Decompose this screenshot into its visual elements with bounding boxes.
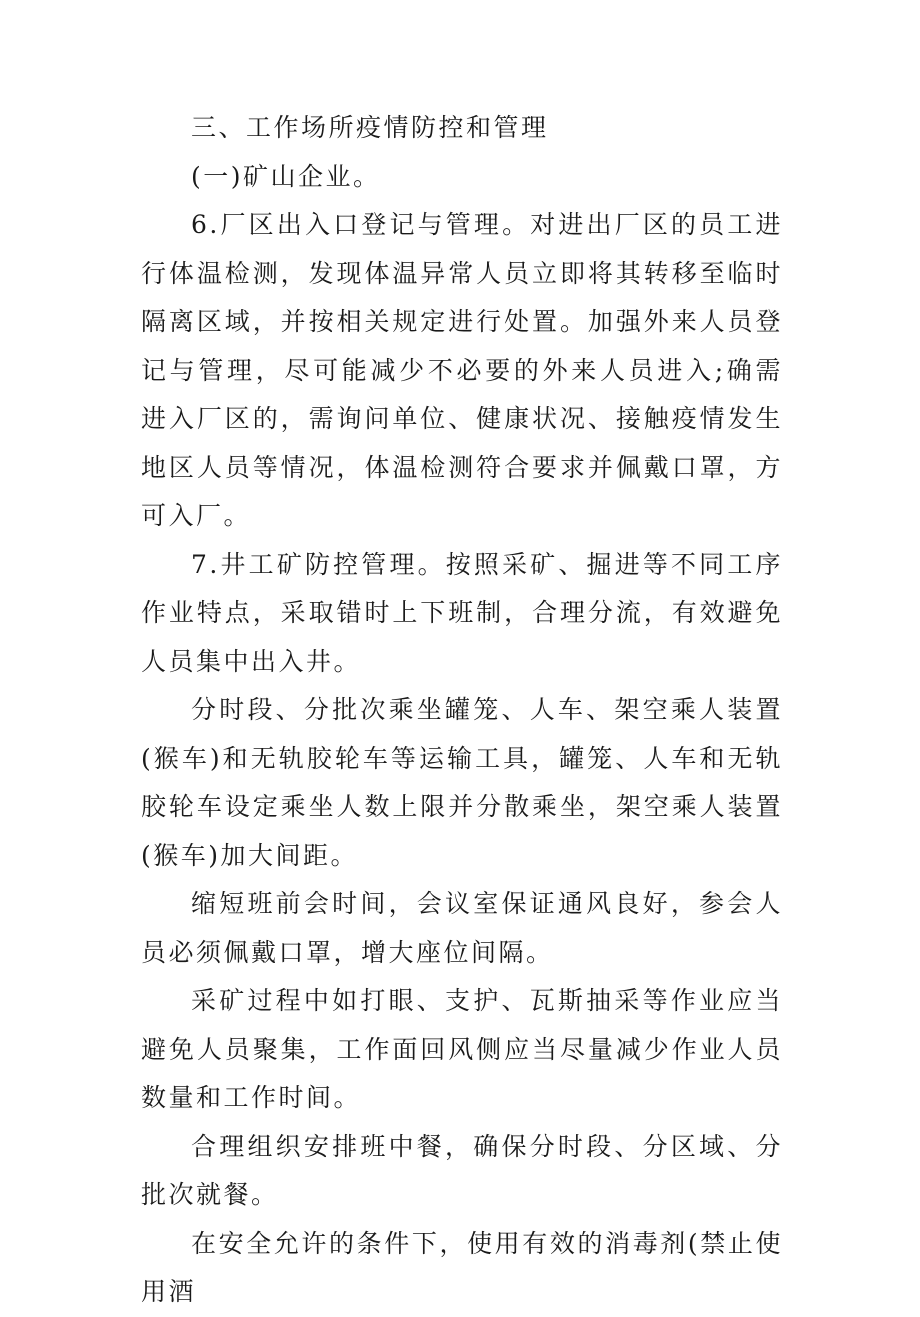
paragraph-transport-vehicles: 分时段、分批次乘坐罐笼、人车、架空乘人装置(猴车)和无轨胶轮车等运输工具，罐笼、人车和无轨胶轮车设定乘坐人数上限并分散乘坐，架空乘人装置(猴车)加大间距。 <box>141 695 783 870</box>
subsection-heading: (一)矿山企业。 <box>191 161 381 191</box>
section-heading: 三、工作场所疫情防控和管理 <box>191 113 549 142</box>
paragraph-shift-meals: 合理组织安排班中餐，确保分时段、分区域、分批次就餐。 <box>141 1131 783 1209</box>
paragraph-mining-process: 采矿过程中如打眼、支护、瓦斯抽采等作业应当避免人员聚集，工作面回风侧应当尽量减少作业人员数量和工作时间。 <box>141 986 783 1112</box>
paragraph-underground-mine-control: 7.井工矿防控管理。按照采矿、掘进等不同工序作业特点，采取错时上下班制，合理分流，有效避免人员集中出入井。 <box>141 549 783 676</box>
paragraph-disinfection: 在安全允许的条件下，使用有效的消毒剂(禁止使用酒 <box>141 1228 783 1306</box>
paragraph-entrance-registration: 6.厂区出入口登记与管理。对进出厂区的员工进行体温检测，发现体温异常人员立即将其转移至临时隔离区域，并按相关规定进行处置。加强外来人员登记与管理，尽可能减少不必要的外来人员进入;确需进入厂区的，需询问单位、健康状况、接触疫情发生地区人员等情况，体温检测符合要求并佩戴口罩，方可入厂。 <box>141 210 783 530</box>
paragraph-pre-shift-meeting: 缩短班前会时间，会议室保证通风良好，参会人员必须佩戴口罩，增大座位间隔。 <box>141 889 783 967</box>
document-body <box>141 104 783 1317</box>
